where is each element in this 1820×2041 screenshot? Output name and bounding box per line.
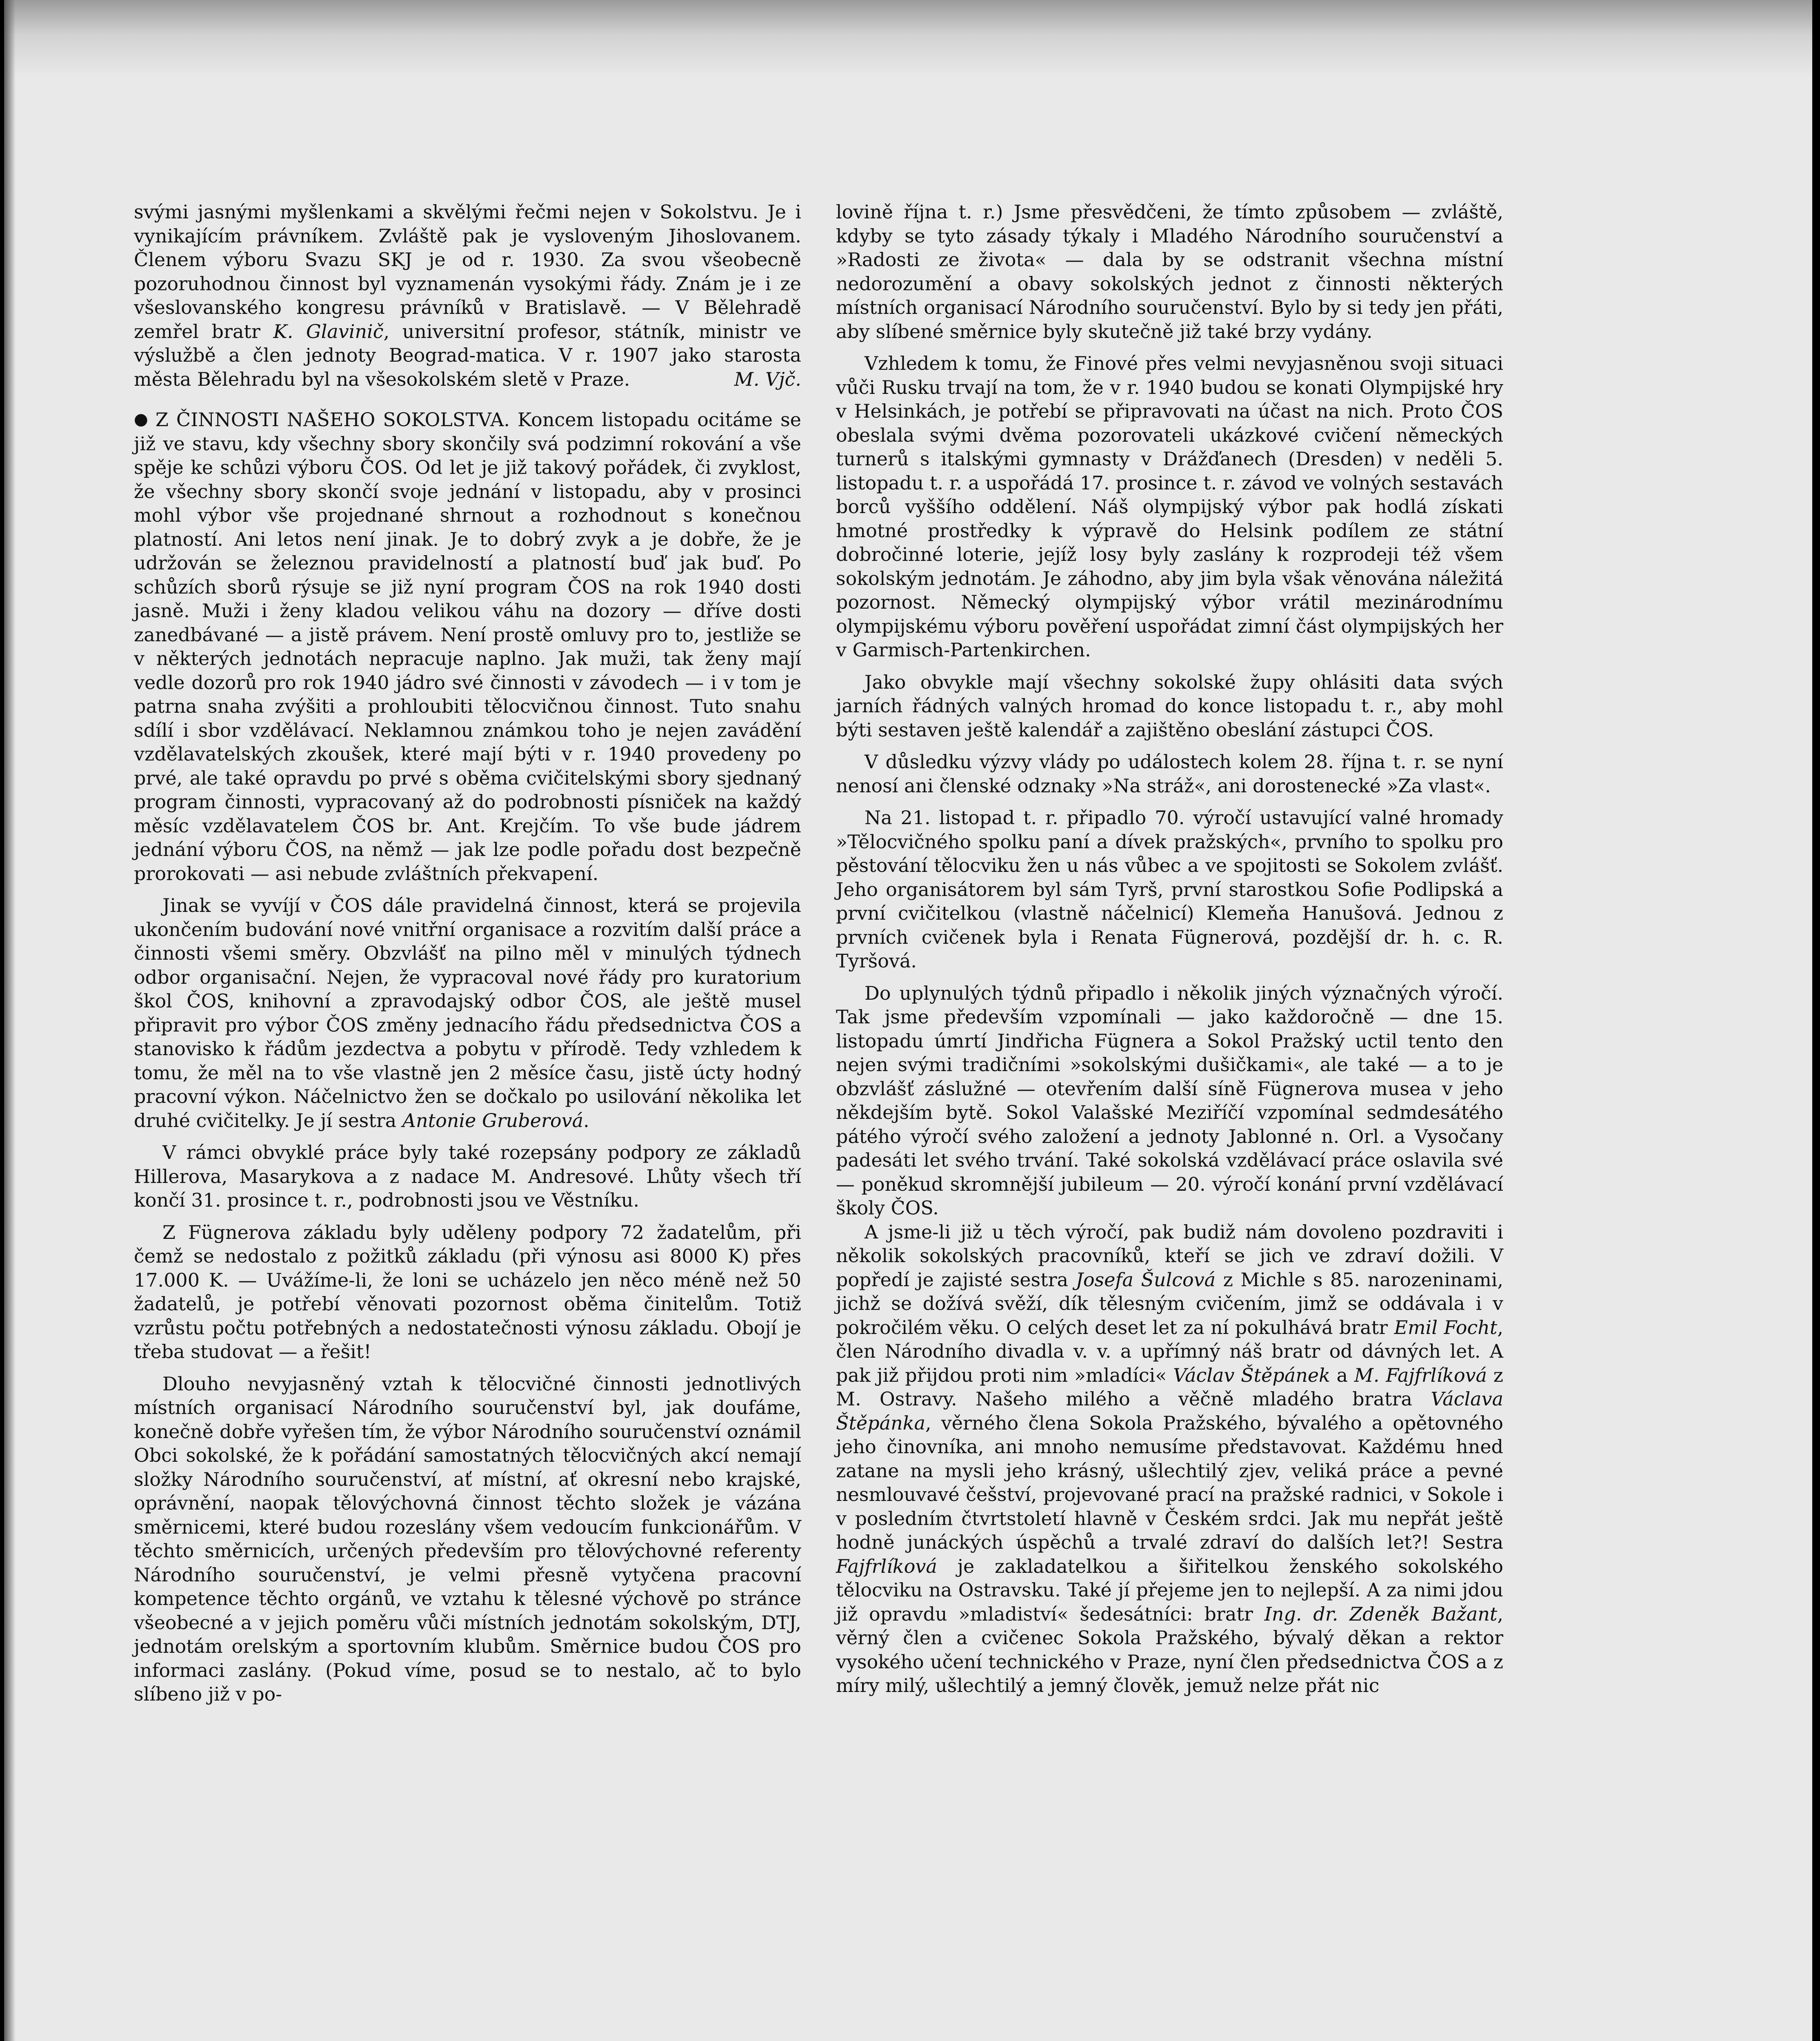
scan-left-shadow: [4, 0, 16, 2041]
right-paragraph-1: lovině října t. r.) Jsme přesvědčeni, že tímto způsobem — zvláště, kdyby se tyto zásady týkaly i Mladého Národního souručenství a »Radosti ze života« — dala by se odstranit všechna místní nedorozumění a obavy sokolských jednot z činnosti některých místních organisací Národního souručenství. Bylo by si tedy jen přáti, aby slíbené směrnice byly skutečně již také brzy vydány.: [836, 201, 1503, 342]
person-name: Josefa Šulcová: [1076, 1268, 1216, 1291]
right-paragraph-7: A jsme-li již u těch výročí, pak budiž nám dovoleno pozdraviti i několik sokolských pracovníků, kteří se jich ve zdraví dožili. V popředí je zajisté sestra Josefa Šulcová z Michle s 85. narozeninami, jichž se dožívá svěží, dík tělesným cvičením, jimž se oddávala i v pokročilém věku. O celých deset let za ní pokulhává bratr Emil Focht, člen Národního divadla v. v. a upřímný náš bratr od dávných let. A pak již přijdou proti nim »mladíci« Václav Štěpánek a M. Fajfrlíková z M. Ostravy. Našeho milého a věčně mladého bratra Václava Štěpánka, věrného člena Sokola Pražského, bývalého a opětovného jeho činovníka, ani mnoho nemusíme představovat. Každému hned zatane na mysli jeho krásný, ušlechtilý zjev, veliká práce a pevné nesmlouvavé češství, projevované prací na pražské radnici, v Sokole i v posledním čtvrtstoletí hlavně v Českém srdci. Jak mu nepřát ještě hodně junáckých úspěchů a trvalé zdraví do dalších let?! Sestra Fajfrlíková je zakladatelkou a šiřitelkou ženského sokolského tělocviku na Ostravsku. Také jí přejeme jen to nejlepší. A za nimi jdou již opravdu »mladiství« šedesátníci: bratr Ing. dr. Zdeněk Bažant, věrný člen a cvičenec Sokola Pražského, bývalý děkan a rektor vysokého učení technického v Praze, nyní člen předsednictva ČOS a z míry milý, ušlechtilý a jemný člověk, jemuž nelze přát nic: [836, 1221, 1504, 1696]
bullet-icon: ●: [134, 410, 148, 429]
left-paragraph-4: V rámci obvyklé práce byly také rozepsány podpory ze základů Hillerova, Masarykova a z nadace M. Andresové. Lhůty všech tří končí 31. prosince t. r., podrobnosti jsou ve Věstníku.: [134, 1141, 801, 1211]
right-paragraph-4: V důsledku výzvy vlády po událostech kolem 28. října t. r. se nyní nenosí ani členské odznaky »Na stráž«, ani dorostenecké »Za vlast«.: [836, 751, 1503, 797]
person-name: Ing. dr. Zdeněk Bažant: [1264, 1603, 1498, 1625]
person-name: M. Fajfrlíková: [1354, 1364, 1487, 1386]
left-paragraph-2: ● Z ČINNOSTI NAŠEHO SOKOLSTVA. Koncem listopadu ocitáme se již ve stavu, kdy všechny sbory skončily svá podzimní rokování a vše spěje ke schůzi výboru ČOS. Od let je již takový pořádek, či zvyklost, že všechny sbory skončí svoje jednání v listopadu, aby v prosinci mohl výbor vše projednané shrnout a rozhodnout s konečnou platností. Ani letos není jinak. Je to dobrý zvyk a je dobře, že je udržován se železnou pravidelností a platností buď jak buď. Po schůzích sborů rýsuje se již nyní program ČOS na rok 1940 dosti jasně. Muži i ženy kladou velikou váhu na dozory — dříve dosti zanedbávané — a jistě právem. Není prostě omluvy pro to, jestliže se v některých jednotách nepracuje naplno. Jak muži, tak ženy mají vedle dozorů pro rok 1940 jádro své činnosti v závodech — i v tom je patrna snaha zvýšiti a prohloubiti tělocvičnou činnost. Tuto snahu sdílí i sbor vzdělávací. Neklamnou známkou toho je nejen zavádění vzdělavatelských zkoušek, které mají býti v r. 1940 provedeny po prvé, ale také opravdu po prvé s oběma cvičitelskými sbory sjednaný program činnosti, vypracovaný až do podrobnosti písniček na každý měsíc vzdělavatelem ČOS br. Ant. Krejčím. To vše bude jádrem jednání výboru ČOS, na němž — jak lze podle pořadu dost bezpečně prorokovati — asi nebude zvláštních překvapení.: [134, 407, 801, 885]
person-name: Emil Focht: [1394, 1316, 1498, 1338]
right-paragraph-3: Jako obvykle mají všechny sokolské župy ohlásiti data svých jarních řádných valných hromad do konce listopadu t. r., aby mohl býti sestaven ještě kalendář a zajištěno obeslání zástupci ČOS.: [836, 671, 1503, 741]
right-paragraph-6: Do uplynulých týdnů připadlo i několik jiných význačných výročí. Tak jsme především vzpomínali — jako každoročně — dne 15. listopadu úmrtí Jindřicha Fügnera a Sokol Pražský uctil tento den nejen svými tradičními »sokolskými dušičkami«, ale také — a to je obzvlášť záslužné — otevřením další síně Fügnerova musea v jeho někdejším bytě. Sokol Valašské Meziříčí vzpomínal sedmdesátého pátého výročí svého založení a jednoty Jablonné n. Orl. a Vysočany padesáti let svého trvání. Také sokolská vzdělávací práce oslavila své — poněkud skromnější jubileum — 20. výročí konání první vzdělávací školy ČOS.: [836, 982, 1503, 1219]
right-column: [836, 200, 1503, 1698]
scan-top-shadow: [4, 0, 1812, 78]
right-paragraph-2: Vzhledem k tomu, že Finové přes velmi nevyjasněnou svoji situaci vůči Rusku trvají na tom, že v r. 1940 budou se konati Olympijské hry v Helsinkách, je potřebí se připravovati na účast na nich. Proto ČOS obeslala svými dvěma pozorovateli ukázkové cvičení německých turnerů s italskými gymnasty v Drážďanech (Dresden) v neděli 5. listopadu t. r. a uspořádá 17. prosince t. r. závod ve volných sestavách borců vyššího oddělení. Náš olympijský výbor pak hodlá získati hmotné prostředky k výpravě do Helsink podílem ze státní dobročinné loterie, jejíž losy byly zaslány k rozprodeji též všem sokolským jednotám. Je záhodno, aby jim byla však věnována náležitá pozornost. Německý olympijský výbor vrátil mezinárodnímu olympijskému výboru pověření uspořádat zimní část olympijských her v Garmisch-Partenkirchen.: [836, 352, 1503, 661]
person-name: Václava Štěpánka: [836, 1388, 1503, 1434]
person-name: Václav Štěpánek: [1173, 1364, 1330, 1386]
left-paragraph-3: Jinak se vyvíjí v ČOS dále pravidelná činnost, která se projevila ukončením budování nové vnitřní organisace a rozvitím další práce a činnosti všemi směry. Obzvlášť na pilno měl v minulých týdnech odbor organisační. Nejen, že vypracoval nové řády pro kuratorium škol ČOS, knihovní a zpravodajský odbor ČOS, ale ještě musel připravit pro výbor ČOS změny jednacího řádu předsednictva ČOS a stanovisko k řádům jezdectva a pobytu v přírodě. Tedy vzhledem k tomu, že měl na to vše vlastně jen 2 měsíce času, jistě úcty hodný pracovní výkon. Náčelnictvo žen se dočkalo po usilování několika let druhé cvičitelky. Je jí sestra Antonie Gruberová.: [134, 894, 801, 1132]
person-name: Fajfrlíková: [836, 1555, 937, 1577]
left-paragraph-6: Dlouho nevyjasněný vztah k tělocvičné činnosti jednotlivých místních organisací Národního souručenství byl, jak doufáme, konečně dobře vyřešen tím, že výbor Národního souručenství oznámil Obci sokolské, že k pořádání samostatných tělocvičných akcí nemají složky Národního souručenství, ať místní, ať okresní nebo krajské, oprávnění, naopak tělovýchovná činnost těchto složek je vázána směrnicemi, které budou rozeslány všem vedoucím funkcionářům. V těchto směrnicích, určených především pro tělovýchovné referenty Národního souručenství, je velmi přesně vytyčena pracovní kompetence těchto orgánů, ve vztahu k tělesné výchově po stránce všeobecné a v jejich poměru vůči místních jednotám sokolským, DTJ, jednotám orelským a sportovním klubům. Směrnice budou ČOS pro informaci zaslány. (Pokud víme, posud se to nestalo, ač to bylo slíbeno již v po-: [134, 1372, 801, 1705]
left-paragraph-1: svými jasnými myšlenkami a skvělými řečmi nejen v Sokolstvu. Je i vynikajícím právníkem. Zvláště pak je vysloveným Jihoslovanem. Členem výboru Svazu SKJ je od r. 1930. Za svou všeobecně pozoruhodnou činnost byl vyznamenán vysokými řády. Znám je i ze všeslovanského kongresu právníků v Bratislavě. — V Bělehradě zemřel bratr K. Glavinič, universitní profesor, státník, ministr ve výslužbě a člen jednoty Beograd-matica. V r. 1907 jako starosta města Bělehradu byl na všesokolském sletě v Praze. M. Vjč.: [134, 200, 801, 391]
person-name: Antonie Gruberová: [402, 1109, 584, 1132]
left-paragraph-5: Z Fügnerova základu byly uděleny podpory 72 žadatelům, při čemž se nedostalo z požitků základu (při výnosu asi 8000 K) přes 17.000 K. — Uvážíme-li, že loni se ucházelo jen něco méně než 50 žadatelů, je potřebí věnovati pozornost oběma činitelům. Totiž vzrůstu počtu potřebných a nedostatečnosti výnosu základu. Obojí je třeba studovat — a řešit!: [134, 1221, 801, 1363]
author-signature: M. Vjč.: [734, 368, 801, 390]
person-name: K. Glavinič: [273, 320, 384, 342]
left-column: [134, 200, 801, 1706]
right-paragraph-5: Na 21. listopad t. r. připadlo 70. výročí ustavující valné hromady »Tělocvičného spolku paní a dívek pražských«, prvního to spolku pro pěstování tělocviku žen u nás vůbec a ve spojitosti se Sokolem zvlášť. Jeho organisátorem byl sám Tyrš, první starostkou Sofie Podlipská a první cvičitelkou (vlastně náčelnicí) Klemeňa Hanušová. Jednou z prvních cvičenek byla i Renata Fügnerová, pozdější dr. h. c. R. Tyršová.: [836, 807, 1503, 972]
section-heading: Z ČINNOSTI NAŠEHO SOKOLSTVA.: [155, 409, 510, 431]
scanned-page: [4, 0, 1812, 2041]
